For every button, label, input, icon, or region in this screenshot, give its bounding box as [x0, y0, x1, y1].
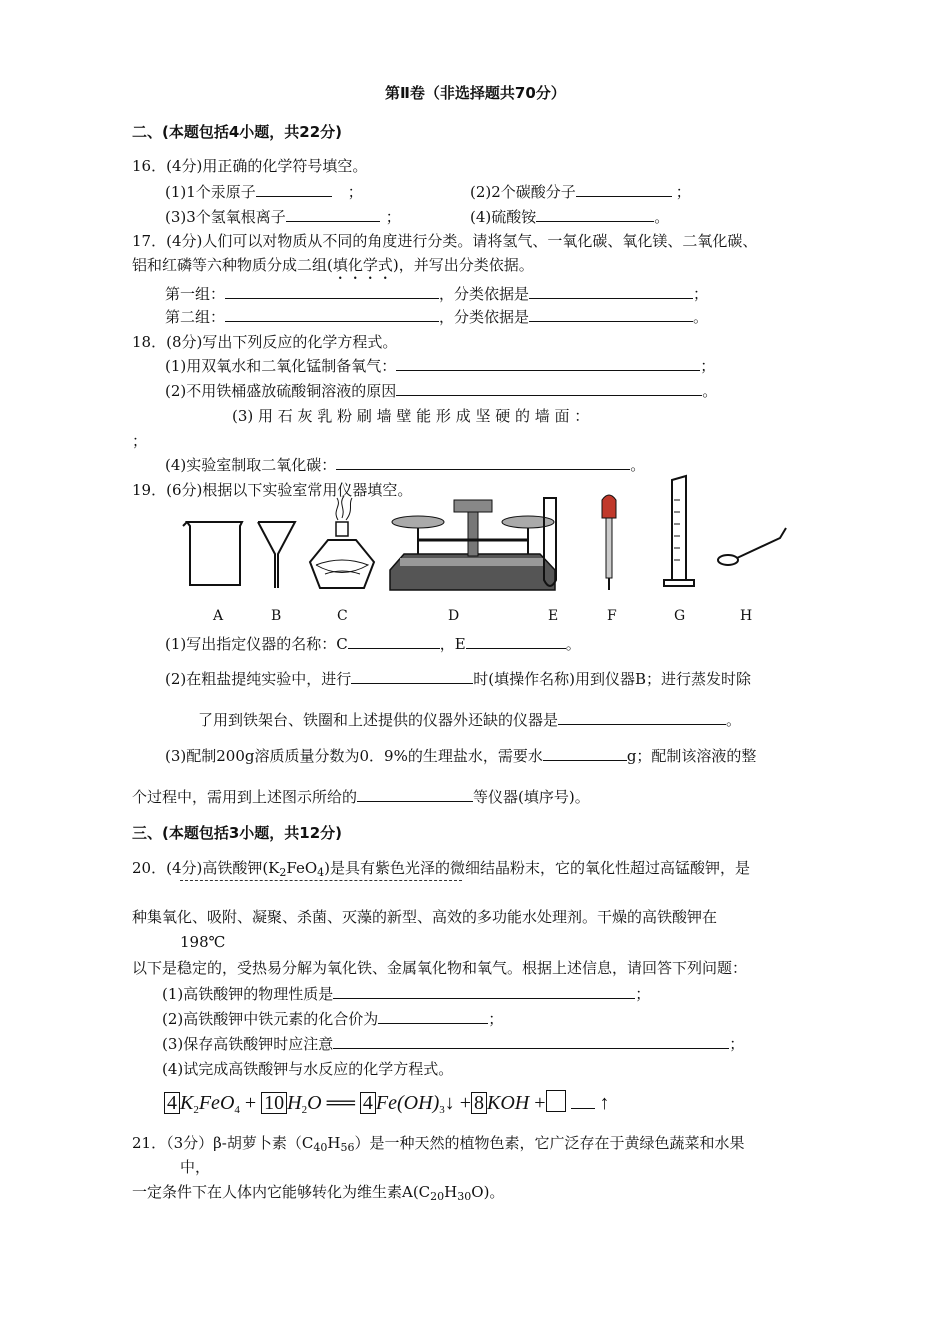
q16-d: (4)硫酸铵 。 [470, 208, 670, 226]
coefficient-box: 8 [471, 1092, 487, 1114]
q17-line1: 17．(4分)人们可以对物质从不同的角度进行分类。请将氢气、一氧化碳、氧化镁、二氧化碳、 [132, 232, 758, 250]
alcohol-lamp-icon [310, 496, 374, 588]
instrument-label: B [271, 608, 282, 624]
beaker-icon [183, 522, 242, 585]
instrument-label: D [448, 608, 460, 624]
q19-c-cont: 个过程中，需用到上述图示所给的 等仪器(填序号)。 [132, 788, 590, 806]
q19-b-cont: 了用到铁架台、铁圈和上述提供的仪器外还缺的仪器是 。 [198, 711, 742, 729]
lab-instruments-figure [150, 470, 810, 610]
coefficient-box: 4 [164, 1092, 180, 1114]
q21-line1: 21．（3分）β-胡萝卜素$(C_{40}H_{56})$是一种天然的植物色素，它广泛存在于黄绿色蔬菜和水果 [132, 1134, 745, 1154]
answer-blank[interactable] [571, 1092, 595, 1109]
dropper-icon [602, 495, 616, 590]
answer-blank[interactable] [333, 1033, 729, 1049]
q17-group1: 第一组： ，分类依据是 ； [165, 285, 709, 303]
instrument-label: G [674, 608, 686, 624]
q19-c: (3)配制200g溶质质量分数为0．9%的生理盐水，需要水 g；配制该溶液的整 [165, 747, 757, 765]
q20-c: (3)保存高铁酸钾时应注意 ； [162, 1035, 745, 1053]
coefficient-box: 4 [360, 1092, 376, 1114]
q18-d: (4)实验室制取二氧化碳： 。 [165, 456, 646, 474]
q18-c-end: ； [132, 432, 148, 450]
funnel-icon [258, 522, 295, 588]
answer-blank[interactable] [466, 633, 566, 649]
answer-blank[interactable] [225, 283, 439, 299]
q16-c: (3)3个氢氧根离子 ； [165, 208, 401, 226]
instrument-label: E [548, 608, 559, 624]
q20-line3: 以下是稳定的，受热易分解为氧化铁、金属氧化物和氧气。根据上述信息，请回答下列问题： [132, 959, 748, 977]
measuring-cylinder-icon [664, 476, 694, 586]
answer-blank[interactable] [333, 983, 635, 999]
answer-blank[interactable] [576, 181, 672, 197]
q19-a: (1)写出指定仪器的名称：C ，E 。 [165, 635, 581, 653]
answer-blank[interactable] [225, 306, 439, 322]
answer-blank[interactable] [378, 1008, 488, 1024]
combustion-spoon-icon [718, 528, 786, 565]
q19-stem: 19．(6分)根据以下实验室常用仪器填空。 [132, 481, 413, 499]
q20-a: (1)高铁酸钾的物理性质是 ； [162, 985, 651, 1003]
q21-line1-cont: 中， [180, 1158, 211, 1176]
q16-b: (2)2个碳酸分子 ； [470, 183, 691, 201]
instrument-label: H [740, 608, 753, 624]
coefficient-box: 10 [261, 1092, 287, 1114]
q20-b: (2)高铁酸钾中铁元素的化合价为 ； [162, 1010, 504, 1028]
answer-blank[interactable] [529, 306, 693, 322]
coefficient-box-empty[interactable] [546, 1090, 566, 1112]
answer-blank[interactable] [543, 745, 627, 761]
answer-blank[interactable] [286, 206, 380, 222]
answer-blank[interactable] [536, 206, 654, 222]
q20-line2: 种集氧化、吸附、凝聚、杀菌、灭藻的新型、高效的多功能水处理剂。干燥的高铁酸钾在 [132, 908, 718, 926]
q20-temp: 198℃ [180, 933, 226, 951]
answer-blank[interactable] [396, 380, 702, 396]
q16-stem: 16．(4分)用正确的化学符号填空。 [132, 157, 368, 175]
answer-blank[interactable] [357, 786, 473, 802]
q17-line2: 铝和红磷等六种物质分成二组(填化学式)，并写出分类依据。 [132, 256, 534, 274]
line-separator [180, 880, 462, 881]
q16-a: (1)1个汞原子 ； [165, 183, 363, 201]
answer-blank[interactable] [558, 709, 726, 725]
instrument-label: A [213, 608, 224, 624]
page-title: 第Ⅱ卷（非选择题共70分） [385, 84, 566, 102]
answer-blank[interactable] [336, 454, 630, 470]
q20-line1: 20．(4分)高铁酸钾$(K_2FeO_4)$是具有紫色光泽的微细结晶粉末，它的氧化性超过高锰酸钾，是 [132, 859, 751, 879]
chemical-equation: 4 $K_2FeO_4 + 10$ $H_2O$ ══ 4 $Fe(OH)_3↓ + 8$ KOH + ↑ [164, 1090, 610, 1116]
q17-group2: 第二组： ，分类依据是 。 [165, 308, 709, 326]
answer-blank[interactable] [396, 355, 700, 371]
answer-blank[interactable] [256, 181, 332, 197]
q21-line2: 一定条件下在人体内它能够转化为维生素$A(C_{20}H_{30}O)$。 [132, 1183, 505, 1203]
instrument-label: F [607, 608, 617, 624]
q18-stem: 18．(8分)写出下列反应的化学方程式。 [132, 333, 398, 351]
instrument-label: C [337, 608, 348, 624]
q19-b: (2)在粗盐提纯实验中，进行 时(填操作名称)用到仪器B；进行蒸发时除 [165, 670, 751, 688]
section-heading-3: 三、(本题包括3小题，共12分) [132, 824, 343, 842]
answer-blank[interactable] [529, 283, 693, 299]
q18-b: (2)不用铁桶盛放硫酸铜溶液的原因 。 [165, 382, 718, 400]
answer-blank[interactable] [351, 668, 473, 684]
q18-a: (1)用双氧水和二氧化锰制备氧气： ； [165, 357, 716, 375]
answer-blank[interactable] [348, 633, 440, 649]
q20-d: (4)试完成高铁酸钾与水反应的化学方程式。 [162, 1060, 454, 1078]
section-heading-2: 二、(本题包括4小题，共22分) [132, 123, 343, 141]
balance-scale-icon [390, 500, 555, 590]
q18-c: (3) 用 石 灰 乳 粉 刷 墙 壁 能 形 成 坚 硬 的 墙 面 ： [232, 407, 590, 425]
